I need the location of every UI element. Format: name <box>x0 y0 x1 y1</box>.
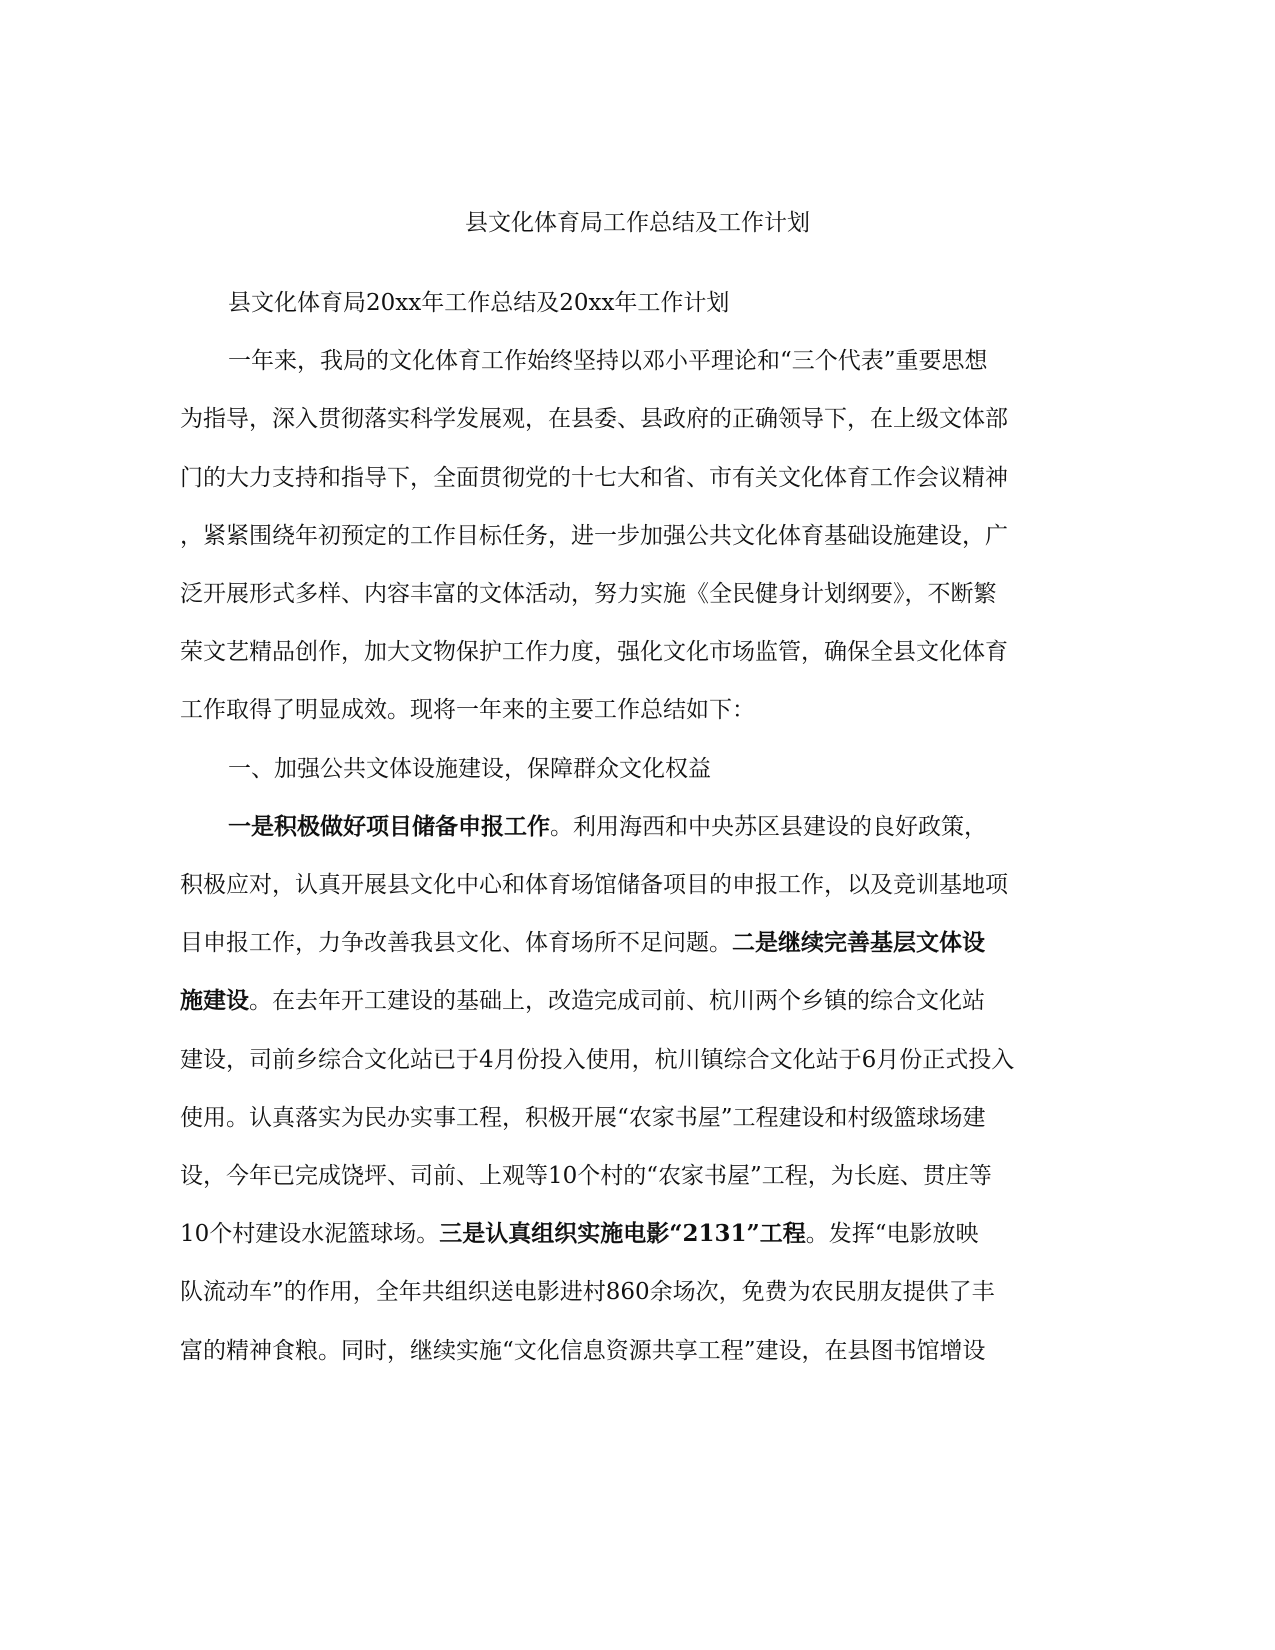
paragraph-line: ，紧紧围绕年初预定的工作目标任务，进一步加强公共文化体育基础设施建设，广 <box>180 522 1008 549</box>
paragraph-line: 门的大力支持和指导下，全面贯彻党的十七大和省、市有关文化体育工作会议精神 <box>180 464 1008 491</box>
paragraph-line: 使用。认真落实为民办实事工程，积极开展“农家书屋”工程建设和村级篮球场建 <box>180 1104 986 1131</box>
paragraph-line <box>180 1205 1084 1263</box>
paragraph-line: 泛开展形式多样、内容丰富的文体活动，努力实施《全民健身计划纲要》，不断繁 <box>180 581 997 608</box>
text-run: 目申报工作，力争改善我县文化、体育场所不足问题。 <box>180 930 732 957</box>
bold-phrase: 三是认真组织实施电影“2131”工程 <box>439 1220 806 1248</box>
paragraph-line <box>180 914 1084 972</box>
text-run: 10个村建设水泥篮球场。 <box>180 1221 440 1248</box>
bold-phrase: 二是继续完善基层文体设 <box>732 929 985 957</box>
document-title: 县文化体育局工作总结及工作计划 <box>465 210 810 236</box>
paragraph-line: 荣文艺精品创作，加大文物保护工作力度，强化文化市场监管，确保全县文化体育 <box>180 639 1008 666</box>
bold-phrase: 施建设 <box>180 987 249 1015</box>
facilities-paragraph <box>180 798 1084 1380</box>
paragraph-line: 一年来，我局的文化体育工作始终坚持以邓小平理论和“三个代表”重要思想 <box>228 348 988 375</box>
bold-phrase: 一是积极做好项目储备申报工作 <box>228 812 550 840</box>
paragraph-line <box>180 972 1084 1030</box>
document-body <box>180 274 1084 1380</box>
paragraph-line: 积极应对，认真开展县文化中心和体育场馆储备项目的申报工作，以及竞训基地项 <box>180 872 1008 899</box>
paragraph-line: 工作取得了明显成效。现将一年来的主要工作总结如下： <box>180 697 755 724</box>
document-subtitle: 县文化体育局20xx年工作总结及20xx年工作计划 <box>228 290 730 316</box>
intro-paragraph <box>180 332 1084 739</box>
section-heading: 一、加强公共文体设施建设，保障群众文化权益 <box>228 755 711 782</box>
paragraph-line: 设，今年已完成饶坪、司前、上观等10个村的“农家书屋”工程，为长庭、贯庄等 <box>180 1163 992 1190</box>
paragraph-line: 为指导，深入贯彻落实科学发展观，在县委、县政府的正确领导下，在上级文体部 <box>180 406 1008 433</box>
paragraph-line: 队流动车”的作用，全年共组织送电影进村860余场次，免费为农民朋友提供了丰 <box>180 1279 995 1306</box>
paragraph-line <box>180 798 1084 856</box>
text-run: 。在去年开工建设的基础上，改造完成司前、杭川两个乡镇的综合文化站 <box>249 988 985 1015</box>
paragraph-line: 富的精神食粮。同时，继续实施“文化信息资源共享工程”建设，在县图书馆增设 <box>180 1337 986 1364</box>
text-run: 。发挥“电影放映 <box>805 1221 979 1248</box>
text-run: 。利用海西和中央苏区县建设的良好政策， <box>550 813 987 840</box>
paragraph-line: 建设，司前乡综合文化站已于4月份投入使用，杭川镇综合文化站于6月份正式投入 <box>180 1046 1015 1073</box>
